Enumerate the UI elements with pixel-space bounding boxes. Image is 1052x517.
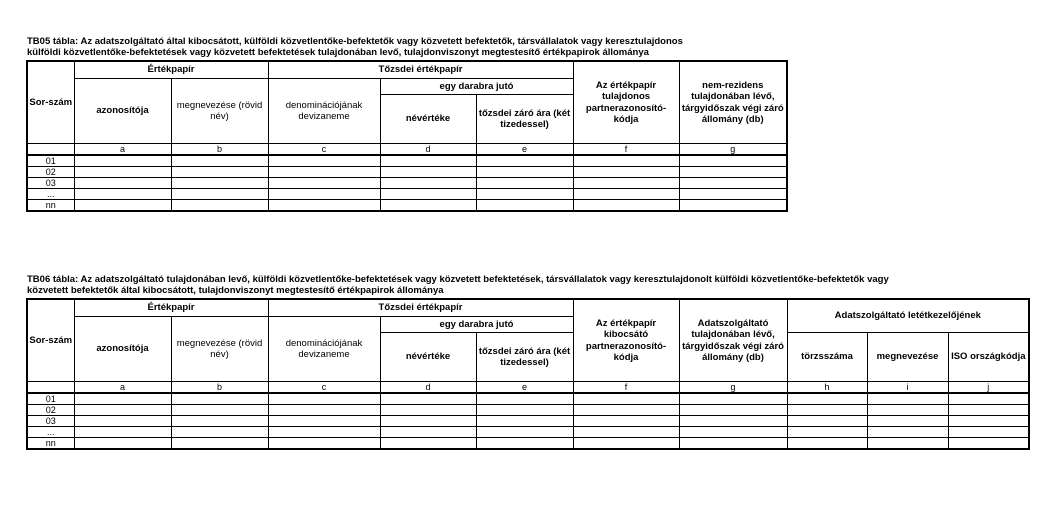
header-tozsdei-ertekpapir: Tőzsdei értékpapír bbox=[268, 299, 573, 317]
data-cell[interactable] bbox=[573, 427, 679, 438]
data-cell[interactable] bbox=[948, 393, 1029, 405]
header-megnevezes: megnevezése (rövid név) bbox=[171, 317, 268, 382]
data-cell[interactable] bbox=[476, 438, 573, 450]
table1-caption-line1: TB05 tábla: Az adatszolgáltató által kibocsátott, külföldi közvetlentőke-befektetők vagy közvetett befektetők, társvállalatok vagy keresztulajdonos bbox=[27, 36, 683, 47]
data-cell[interactable] bbox=[171, 416, 268, 427]
data-cell[interactable] bbox=[268, 189, 380, 200]
data-cell[interactable] bbox=[867, 416, 948, 427]
header-sorszam: Sor-szám bbox=[27, 61, 74, 144]
data-cell[interactable] bbox=[171, 393, 268, 405]
header-megnevezes: megnevezése (rövid név) bbox=[171, 79, 268, 144]
header-egy-darabra-juto: egy darabra jutó bbox=[380, 317, 573, 333]
data-cell[interactable] bbox=[476, 167, 573, 178]
header-tozsdei-ertekpapir: Tőzsdei értékpapír bbox=[268, 61, 573, 79]
header-allomany: Adatszolgáltató tulajdonában lévő, tárgyidőszak végi záró állomány (db) bbox=[679, 299, 787, 382]
letter-cell: d bbox=[380, 382, 476, 394]
letter-cell: c bbox=[268, 144, 380, 156]
data-cell[interactable] bbox=[268, 405, 380, 416]
data-cell[interactable] bbox=[476, 427, 573, 438]
table-row bbox=[27, 155, 787, 167]
data-cell[interactable] bbox=[171, 438, 268, 450]
table2-caption-line1: TB06 tábla: Az adatszolgáltató tulajdonában levő, külföldi közvetlentőke-befektetések vagy közvetett befektetések, társvállalatok vagy keresztulajdonolt külföldi közvetlentőke-befektetők vagy bbox=[27, 274, 889, 285]
data-cell[interactable] bbox=[380, 427, 476, 438]
header-partnerazonosito: Az értékpapír tulajdonos partnerazonosító-kódja bbox=[573, 61, 679, 144]
data-cell[interactable] bbox=[171, 155, 268, 167]
data-cell[interactable] bbox=[171, 189, 268, 200]
data-cell[interactable] bbox=[268, 427, 380, 438]
row-number: 02 bbox=[27, 167, 74, 178]
row-number: 03 bbox=[27, 178, 74, 189]
header-ertekpapir: Értékpapír bbox=[74, 299, 268, 317]
row-number: 01 bbox=[27, 393, 74, 405]
data-cell[interactable] bbox=[948, 427, 1029, 438]
header-sorszam: Sor-szám bbox=[27, 299, 74, 382]
table-row bbox=[27, 393, 1029, 405]
letter-row bbox=[27, 144, 787, 156]
header-denominacio: denominációjának devizaneme bbox=[268, 317, 380, 382]
header-partnerazonosito: Az értékpapír kibocsátó partnerazonosító-kódja bbox=[573, 299, 679, 382]
data-cell[interactable] bbox=[573, 189, 679, 200]
header-letet-megnevezese: megnevezése bbox=[867, 333, 948, 382]
data-cell[interactable] bbox=[787, 416, 867, 427]
data-cell[interactable] bbox=[679, 200, 787, 212]
data-cell[interactable] bbox=[74, 405, 171, 416]
table-row bbox=[27, 438, 1029, 450]
data-cell[interactable] bbox=[787, 427, 867, 438]
row-number: ... bbox=[27, 189, 74, 200]
letter-cell: d bbox=[380, 144, 476, 156]
table-row bbox=[27, 200, 787, 212]
data-cell[interactable] bbox=[476, 200, 573, 212]
header-letetkezelo: Adatszolgáltató letétkezelőjének bbox=[787, 299, 1029, 333]
table-row bbox=[27, 427, 1029, 438]
data-cell[interactable] bbox=[787, 405, 867, 416]
data-cell[interactable] bbox=[268, 178, 380, 189]
header-tozsdei-zaro-ar: tőzsdei záró ára (két tizedessel) bbox=[476, 95, 573, 144]
data-cell[interactable] bbox=[476, 416, 573, 427]
data-cell[interactable] bbox=[380, 393, 476, 405]
data-cell[interactable] bbox=[573, 200, 679, 212]
data-cell[interactable] bbox=[476, 155, 573, 167]
data-cell[interactable] bbox=[74, 178, 171, 189]
data-cell[interactable] bbox=[171, 200, 268, 212]
data-cell[interactable] bbox=[74, 155, 171, 167]
data-cell[interactable] bbox=[268, 416, 380, 427]
data-cell[interactable] bbox=[476, 189, 573, 200]
letter-cell: h bbox=[787, 382, 867, 394]
letter-cell: e bbox=[476, 382, 573, 394]
data-cell[interactable] bbox=[573, 155, 679, 167]
letter-cell: j bbox=[948, 382, 1029, 394]
data-cell[interactable] bbox=[679, 189, 787, 200]
table1-caption bbox=[27, 36, 683, 58]
data-cell[interactable] bbox=[380, 167, 476, 178]
data-cell[interactable] bbox=[573, 178, 679, 189]
letter-cell: b bbox=[171, 144, 268, 156]
data-cell[interactable] bbox=[948, 405, 1029, 416]
header-azonosito: azonosítója bbox=[74, 317, 171, 382]
header-iso-orszagkod: ISO országkódja bbox=[948, 333, 1029, 382]
header-tozsdei-zaro-ar: tőzsdei záró ára (két tizedessel) bbox=[476, 333, 573, 382]
data-cell[interactable] bbox=[679, 393, 787, 405]
data-cell[interactable] bbox=[573, 416, 679, 427]
table2-caption bbox=[27, 274, 889, 296]
data-cell[interactable] bbox=[268, 167, 380, 178]
data-cell[interactable] bbox=[948, 438, 1029, 450]
letter-cell: f bbox=[573, 144, 679, 156]
data-cell[interactable] bbox=[787, 438, 867, 450]
data-cell[interactable] bbox=[380, 438, 476, 450]
data-cell[interactable] bbox=[74, 189, 171, 200]
letter-cell bbox=[27, 144, 74, 156]
table-row bbox=[27, 405, 1029, 416]
data-cell[interactable] bbox=[679, 416, 787, 427]
data-cell[interactable] bbox=[573, 393, 679, 405]
row-number: nn bbox=[27, 438, 74, 450]
letter-cell: b bbox=[171, 382, 268, 394]
letter-cell: e bbox=[476, 144, 573, 156]
table2-caption-line2: közvetett befektetők által kibocsátott, tulajdonviszonyt megtestesítő értékpapirok állománya bbox=[27, 285, 444, 296]
data-cell[interactable] bbox=[679, 405, 787, 416]
data-cell[interactable] bbox=[380, 178, 476, 189]
data-cell[interactable] bbox=[867, 405, 948, 416]
data-cell[interactable] bbox=[171, 167, 268, 178]
row-number: nn bbox=[27, 200, 74, 212]
data-cell[interactable] bbox=[268, 438, 380, 450]
data-cell[interactable] bbox=[867, 438, 948, 450]
table1 bbox=[26, 60, 788, 212]
data-cell[interactable] bbox=[268, 200, 380, 212]
data-cell[interactable] bbox=[476, 178, 573, 189]
data-cell[interactable] bbox=[573, 405, 679, 416]
data-cell[interactable] bbox=[380, 200, 476, 212]
row-number: 03 bbox=[27, 416, 74, 427]
data-cell[interactable] bbox=[74, 200, 171, 212]
data-cell[interactable] bbox=[74, 393, 171, 405]
letter-row bbox=[27, 382, 1029, 394]
table2 bbox=[26, 298, 1030, 450]
data-cell[interactable] bbox=[268, 155, 380, 167]
header-torzsszam: törzsszáma bbox=[787, 333, 867, 382]
data-cell[interactable] bbox=[867, 427, 948, 438]
data-cell[interactable] bbox=[476, 393, 573, 405]
data-cell[interactable] bbox=[679, 178, 787, 189]
data-cell[interactable] bbox=[679, 155, 787, 167]
data-cell[interactable] bbox=[268, 393, 380, 405]
letter-cell: i bbox=[867, 382, 948, 394]
header-nevertek: névértéke bbox=[380, 95, 476, 144]
header-allomany: nem-rezidens tulajdonában lévő, tárgyidőszak végi záró állomány (db) bbox=[679, 61, 787, 144]
data-cell[interactable] bbox=[476, 405, 573, 416]
data-cell[interactable] bbox=[74, 427, 171, 438]
data-cell[interactable] bbox=[171, 405, 268, 416]
table1-caption-line2: külföldi közvetlentőke-befektetések vagy közvetett befektetések tulajdonában levő, tulajdonviszonyt megtestesítő értékpapirok állománya bbox=[27, 47, 649, 58]
data-cell[interactable] bbox=[787, 393, 867, 405]
data-cell[interactable] bbox=[380, 416, 476, 427]
row-number: 02 bbox=[27, 405, 74, 416]
data-cell[interactable] bbox=[679, 438, 787, 450]
data-cell[interactable] bbox=[171, 178, 268, 189]
letter-cell: g bbox=[679, 382, 787, 394]
header-denominacio: denominációjának devizaneme bbox=[268, 79, 380, 144]
table-row bbox=[27, 178, 787, 189]
header-nevertek: névértéke bbox=[380, 333, 476, 382]
header-azonosito: azonosítója bbox=[74, 79, 171, 144]
data-cell[interactable] bbox=[74, 438, 171, 450]
table-row bbox=[27, 416, 1029, 427]
row-number: ... bbox=[27, 427, 74, 438]
data-cell[interactable] bbox=[867, 393, 948, 405]
data-cell[interactable] bbox=[380, 405, 476, 416]
data-cell[interactable] bbox=[948, 416, 1029, 427]
letter-cell: f bbox=[573, 382, 679, 394]
data-cell[interactable] bbox=[74, 167, 171, 178]
data-cell[interactable] bbox=[573, 438, 679, 450]
data-cell[interactable] bbox=[573, 167, 679, 178]
data-cell[interactable] bbox=[171, 427, 268, 438]
letter-cell: c bbox=[268, 382, 380, 394]
header-egy-darabra-juto: egy darabra jutó bbox=[380, 79, 573, 95]
table-row bbox=[27, 189, 787, 200]
data-cell[interactable] bbox=[74, 416, 171, 427]
letter-cell: a bbox=[74, 382, 171, 394]
letter-cell bbox=[27, 382, 74, 394]
table-row bbox=[27, 167, 787, 178]
data-cell[interactable] bbox=[679, 427, 787, 438]
header-ertekpapir: Értékpapír bbox=[74, 61, 268, 79]
letter-cell: g bbox=[679, 144, 787, 156]
data-cell[interactable] bbox=[679, 167, 787, 178]
row-number: 01 bbox=[27, 155, 74, 167]
data-cell[interactable] bbox=[380, 155, 476, 167]
letter-cell: a bbox=[74, 144, 171, 156]
data-cell[interactable] bbox=[380, 189, 476, 200]
